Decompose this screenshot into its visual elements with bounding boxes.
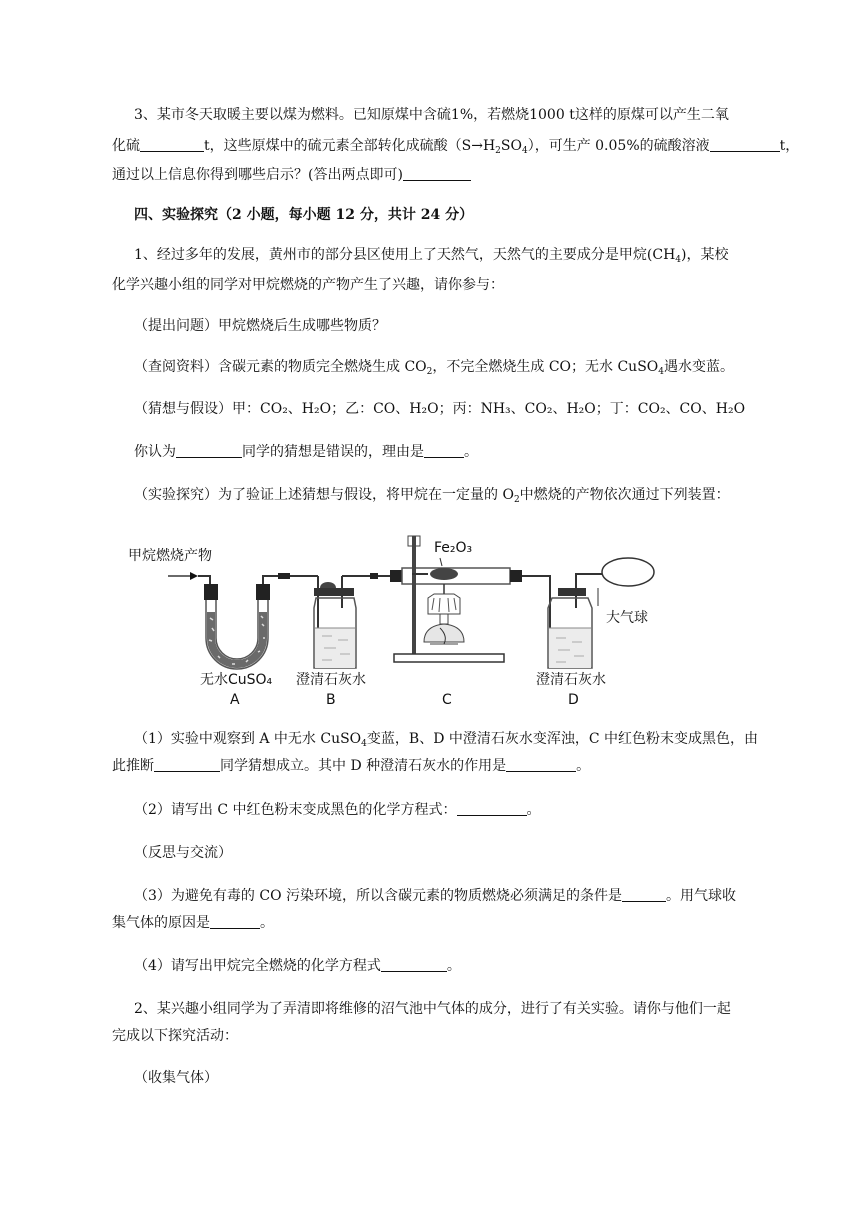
- balloon: [602, 558, 654, 586]
- p2-line1: 2、某兴趣小组同学为了弄清即将维修的沼气池中气体的成分，进行了有关实验。请你与他们一起: [134, 1001, 731, 1017]
- q1-line2: 此推断 同学猜想成立。其中 D 种澄清石灰水的作用是 。: [112, 758, 591, 774]
- answer-blank[interactable]: [424, 443, 464, 458]
- p2-line2: 完成以下探究活动：: [112, 1028, 238, 1044]
- reflect-heading: （反思与交流）: [134, 845, 232, 861]
- q3-line1: 3、某市冬天取暖主要以煤为燃料。已知原煤中含硫1%，若燃烧1000 t这样的原煤可以产生二氧: [134, 107, 729, 123]
- your-opinion: 你认为 同学的猜想是错误的，理由是 。: [134, 444, 478, 460]
- collect-gas-heading: （收集气体）: [134, 1070, 218, 1086]
- p1-line2: 化学兴趣小组的同学对甲烷燃烧的产物产生了兴趣，请你参与：: [112, 277, 504, 293]
- answer-blank[interactable]: [710, 137, 780, 152]
- hypotheses: （猜想与假设）甲：CO₂、H₂O；乙：CO、H₂O；丙：NH₃、CO₂、H₂O；丁：CO₂、CO、H₂O: [134, 401, 746, 417]
- fe2o3-powder: [430, 568, 458, 580]
- answer-blank[interactable]: [140, 137, 204, 152]
- bottle-d: [548, 558, 654, 668]
- letter-c: C: [442, 692, 452, 708]
- q4-line: （4）请写出甲烷完全燃烧的化学方程式 。: [134, 958, 461, 974]
- combustion-tube-c: [390, 536, 522, 662]
- inlet-arrow-head: [190, 572, 198, 580]
- answer-blank[interactable]: [622, 887, 666, 902]
- tube-c-d: [522, 576, 550, 588]
- answer-blank[interactable]: [381, 957, 447, 972]
- answer-blank[interactable]: [176, 443, 242, 458]
- experiment-intro: （实验探究）为了验证上述猜想与假设，将甲烷在一定量的 $O_2$中燃烧的产物依次通过下列装置：: [134, 487, 730, 505]
- reference-info: （查阅资料）含碳元素的物质完全燃烧生成 $CO_2$，不完全燃烧生成 CO；无水 CuSO$_4$遇水变蓝。: [134, 359, 734, 377]
- fe2o3-label: Fe₂O₃: [434, 540, 473, 556]
- q3b-line1: （3）为避免有毒的 CO 污染环境，所以含碳元素的物质燃烧必须满足的条件是 。用气球收: [134, 888, 736, 904]
- reagent-d-label: 澄清石灰水: [536, 672, 606, 688]
- stopper-left: [204, 584, 218, 600]
- section-title: 四、实验探究（2 小题，每小题 12 分，共计 24 分）: [134, 207, 474, 223]
- answer-blank[interactable]: [403, 166, 471, 181]
- inlet-label: 甲烷燃烧产物: [128, 548, 212, 564]
- reagent-a-label: 无水CuSO₄: [200, 672, 273, 688]
- balloon-label: 大气球: [606, 610, 648, 626]
- stand-base: [394, 654, 504, 662]
- u-tube-a: [204, 584, 270, 669]
- raise-question: （提出问题）甲烷燃烧后生成哪些物质？: [134, 318, 386, 334]
- stand-rod: [412, 536, 416, 654]
- tube-a-b: [263, 576, 318, 584]
- letter-b: B: [326, 692, 336, 708]
- answer-blank[interactable]: [457, 801, 527, 816]
- answer-blank[interactable]: [154, 757, 220, 772]
- letter-d: D: [568, 692, 579, 708]
- answer-blank[interactable]: [210, 914, 260, 929]
- reagent-b-label: 澄清石灰水: [296, 672, 366, 688]
- p1-line1: 1、经过多年的发展，黄州市的部分县区使用上了天然气，天然气的主要成分是甲烷$(CH_4)$，某校: [134, 247, 729, 265]
- q3-line2: 化硫 t，这些原煤中的硫元素全部转化成硫酸$(S\to H_2SO_4)$，可生产 0.05%的硫酸溶液 t，: [112, 138, 800, 156]
- q3-line3: 通过以上信息你得到哪些启示？(答出两点即可): [112, 164, 860, 184]
- bottle-b: [314, 576, 378, 668]
- q1-line1: （1）实验中观察到 A 中无水 CuSO$_4$变蓝，B、D 中澄清石灰水变浑浊，C 中红色粉末变成黑色，由: [134, 731, 759, 749]
- stopper-right: [256, 584, 270, 600]
- q2-line: （2）请写出 C 中红色粉末变成黑色的化学方程式： 。: [134, 802, 541, 818]
- apparatus-figure: [128, 528, 668, 708]
- letter-a: A: [230, 692, 240, 708]
- answer-blank[interactable]: [506, 757, 576, 772]
- q3b-line2: 集气体的原因是 。: [112, 915, 274, 931]
